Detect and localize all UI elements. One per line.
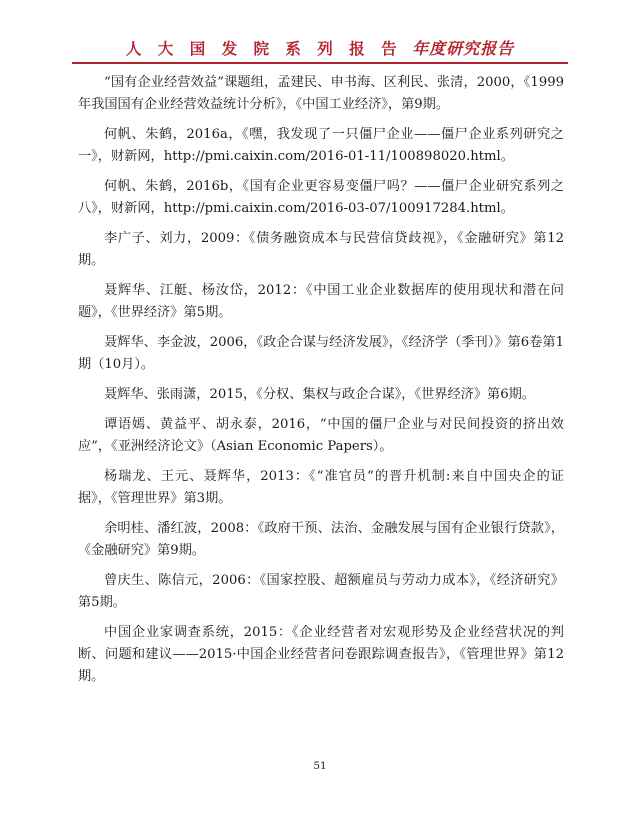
reference-item: 聂辉华、张雨潇，2015，《分权、集权与政企合谋》，《世界经济》第6期。 — [104, 387, 535, 402]
reference-item: “国有企业经营效益”课题组，孟建民、申书海、区利民、张清，2000，《1999年我国国有企业经营效益统计分析》，《中国工业经济》，第9期。 — [78, 75, 564, 112]
reference-item: 余明桂、潘红波，2008：《政府干预、法治、金融发展与国有企业银行贷款》，《金融研究》第9期。 — [78, 521, 564, 558]
reference-item: 何帆、朱鹤，2016b，《国有企业更容易变僵尸吗？——僵尸企业研究系列之八》，财新网，http://pmi.caixin.com/2016-03-07/100917284.html。 — [78, 179, 564, 216]
reference-item: 何帆、朱鹤，2016a，《嘿，我发现了一只僵尸企业——僵尸企业系列研究之一》，财新网，http://pmi.caixin.com/2016-01-11/100898020.html。 — [78, 127, 564, 164]
reference-item: 李广子、刘力，2009：《债务融资成本与民营信贷歧视》，《金融研究》第12期。 — [78, 231, 564, 268]
series-title: 人 大 国 发 院 系 列 报 告 — [125, 39, 403, 58]
report-subtitle: 年度研究报告 — [412, 39, 515, 58]
reference-item: 杨瑞龙、王元、聂辉华，2013：《“准官员”的晋升机制:来自中国央企的证据》，《管理世界》第3期。 — [78, 469, 564, 506]
reference-item: 聂辉华、李金波，2006，《政企合谋与经济发展》，《经济学（季刊）》第6卷第1期（10月）。 — [78, 335, 564, 372]
reference-list — [78, 72, 564, 696]
reference-item: 谭语嫣、黄益平、胡永泰，2016，“中国的僵尸企业与对民间投资的挤出效应”，《亚洲经济论文》（Asian Economic Papers）。 — [78, 417, 564, 454]
page-header — [0, 36, 640, 59]
header-rule — [72, 62, 568, 64]
page-number: 51 — [313, 760, 327, 772]
reference-item: 曾庆生、陈信元，2006：《国家控股、超额雇员与劳动力成本》，《经济研究》第5期。 — [78, 573, 564, 610]
reference-item: 中国企业家调查系统，2015：《企业经营者对宏观形势及企业经营状况的判断、问题和建议——2015·中国企业经营者问卷跟踪调查报告》，《管理世界》第12期。 — [78, 625, 564, 684]
reference-item: 聂辉华、江艇、杨汝岱，2012：《中国工业企业数据库的使用现状和潜在问题》，《世界经济》第5期。 — [78, 283, 564, 320]
